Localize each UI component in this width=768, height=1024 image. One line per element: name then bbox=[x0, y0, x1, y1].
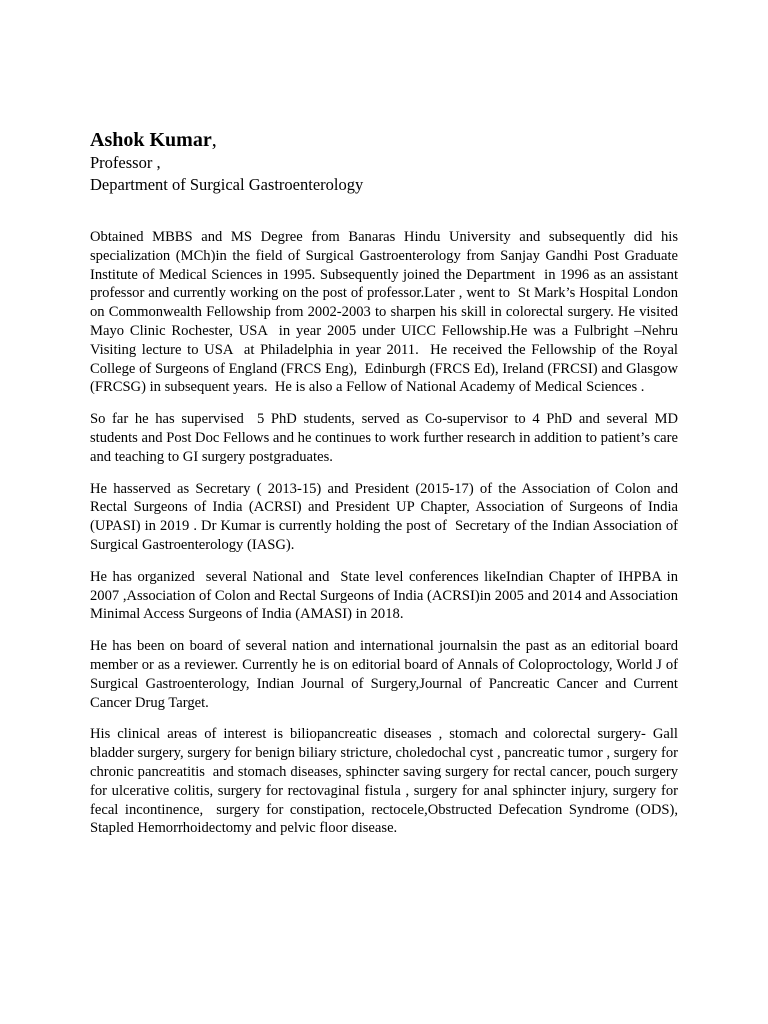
paragraph-conferences: He has organized several National and State level conferences likeIndian Chapter of IHPBA in 2007 ,Association of Colon and Rectal Surgeons of India (ACRSI)in 2005 and 2014 and Association Minimal Access Surgeons of India (AMASI) in 2018. bbox=[90, 568, 682, 623]
department-name: Department of Surgical Gastroenterology bbox=[90, 175, 364, 194]
person-name: Ashok Kumar bbox=[90, 129, 212, 151]
paragraph-editorial: He has been on board of several nation and international journalsin the past as an editorial board member or as a reviewer. Currently he is on editorial board of Annals of Coloproctology, World J of Surgical Gastroenterology, Indian Journal of Surgery,Journal of Pancreatic Cancer and Current Cancer Drug Target. bbox=[90, 638, 682, 711]
paragraph-associations: He hasserved as Secretary ( 2013-15) and President (2015-17) of the Association of Colon and Rectal Surgeons of India (ACRSI) and President UP Chapter, Association of Surgeons of India (UPASI) in 2019 . Dr Kumar is currently holding the post of Secretary of the Indian Association of Surgical Gastroenterology (IASG). bbox=[90, 480, 682, 553]
biography-body bbox=[90, 228, 682, 838]
document-page bbox=[90, 128, 682, 851]
name-line bbox=[90, 128, 678, 152]
job-title: Professor , bbox=[90, 153, 161, 172]
paragraph-education: Obtained MBBS and MS Degree from Banaras Hindu University and subsequently did his specialization (MCh)in the field of Surgical Gastroenterology from Sanjay Gandhi Post Graduate Institute of Medical Sciences in 1995. Subsequently joined the Department in 1996 as an assistant professor and currently working on the post of professor.Later , went to St Mark’s Hospital London on Commonwealth Fellowship from 2002-2003 to sharpen his skill in colorectal surgery. He visited Mayo Clinic Rochester, USA in year 2005 under UICC Fellowship.He was a Fulbright –Nehru Visiting lecture to USA at Philadelphia in year 2011. He received the Fellowship of the Royal College of Surgeons of England (FRCS Eng), Edinburgh (FRCS Ed), Ireland (FRCSI) and Glasgow (FRCSG) in subsequent years. He is also a Fellow of National Academy of Medical Sciences . bbox=[90, 229, 682, 396]
profile-header bbox=[90, 128, 678, 196]
paragraph-supervision: So far he has supervised 5 PhD students, served as Co-supervisor to 4 PhD and several MD students and Post Doc Fellows and he continues to work further research in addition to patient’s care and teaching to GI surgery postgraduates. bbox=[90, 411, 682, 465]
paragraph-clinical-interests: His clinical areas of interest is biliopancreatic diseases , stomach and colorectal surgery- Gall bladder surgery, surgery for benign biliary stricture, choledochal cyst , pancreatic tumor , surgery for chronic pancreatitis and stomach diseases, sphincter saving surgery for rectal cancer, pouch surgery for ulcerative colitis, surgery for rectovaginal fistula , surgery for anal sphincter injury, surgery for fecal incontinence, surgery for constipation, rectocele,Obstructed Defecation Syndrome (ODS), Stapled Hemorrhoidectomy and pelvic floor disease. bbox=[90, 726, 682, 837]
name-suffix: , bbox=[211, 129, 217, 151]
